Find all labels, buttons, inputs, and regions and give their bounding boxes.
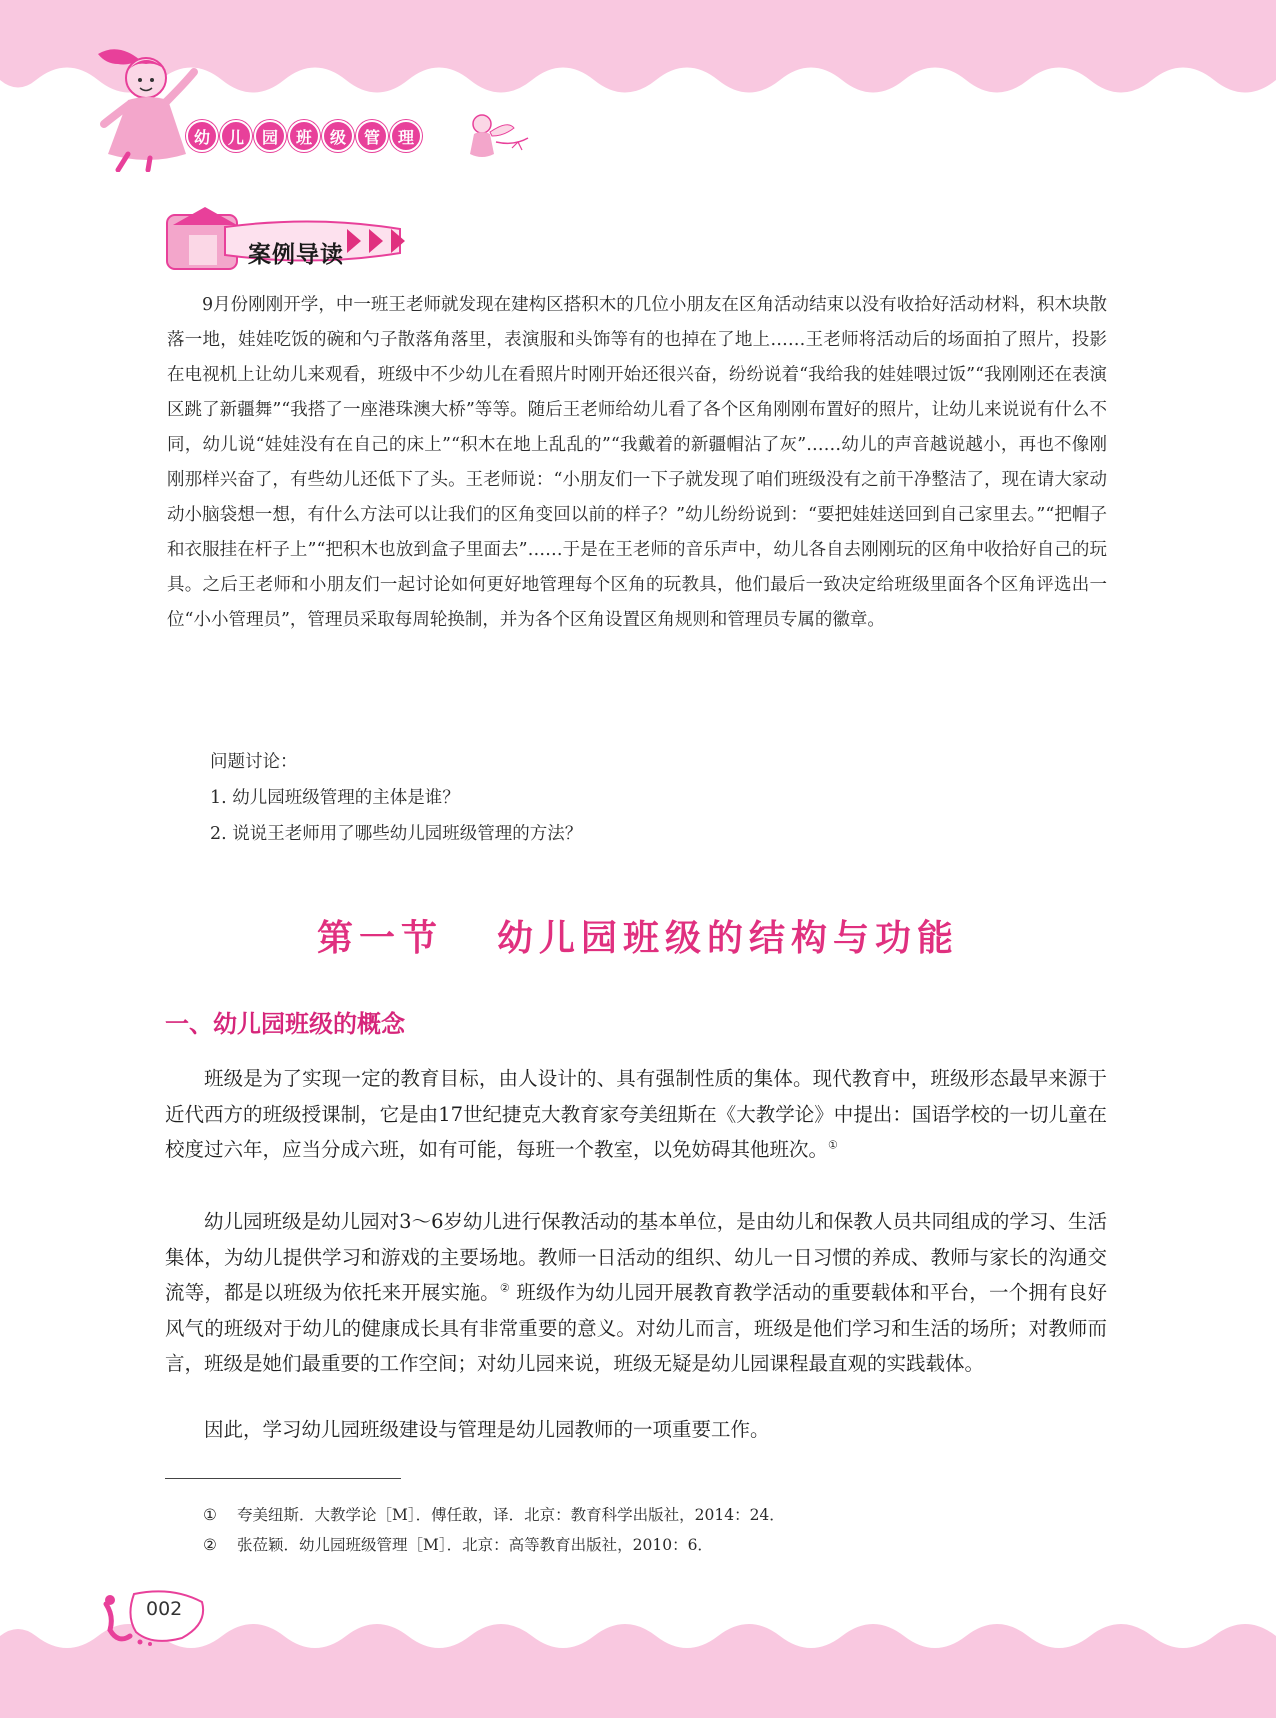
book-title: [186, 120, 422, 152]
book-title-char: 级: [322, 120, 354, 152]
body-paragraph-1-text: 班级是为了实现一定的教育目标，由人设计的、具有强制性质的集体。现代教育中，班级形态最早来源于近代西方的班级授课制，它是由17世纪捷克大教育家夸美纽斯在《大教学论》中提出：国语学校的一切儿童在校度过六年，应当分成六班，如有可能，每班一个教室，以免妨碍其他班次。: [165, 1067, 1107, 1161]
body-paragraph-2-text-a: 幼儿园班级是幼儿园对3～6岁幼儿进行保教活动的基本单位，是由幼儿和保教人员共同组成的学习、生活集体，为幼儿提供学习和游戏的主要场地。教师一日活动的组织、幼儿一日习惯的养成、教师与家长的沟通交流等，都是以班级为依托来开展实施。: [165, 1210, 1107, 1304]
subheading: 一、幼儿园班级的概念: [165, 1010, 405, 1038]
case-intro-paragraph: 9月份刚刚开学，中一班王老师就发现在建构区搭积木的几位小朋友在区角活动结束以没有收拾好活动材料，积木块散落一地，娃娃吃饭的碗和勺子散落角落里，表演服和头饰等有的也掉在了地上……王老师将活动后的场面拍了照片，投影在电视机上让幼儿来观看，班级中不少幼儿在看照片时刚开始还很兴奋，纷纷说着“我给我的娃娃喂过饭”“我刚刚还在表演区跳了新疆舞”“我搭了一座港珠澳大桥”等等。随后王老师给幼儿看了各个区角刚刚布置好的照片，让幼儿来说说有什么不同，幼儿说“娃娃没有在自己的床上”“积木在地上乱乱的”“我戴着的新疆帽沾了灰”……幼儿的声音越说越小，再也不像刚刚那样兴奋了，有些幼儿还低下了头。王老师说：“小朋友们一下子就发现了咱们班级没有之前干净整洁了，现在请大家动动小脑袋想一想，有什么方法可以让我们的区角变回以前的样子？”幼儿纷纷说到：“要把娃娃送回到自己家里去。”“把帽子和衣服挂在杆子上”“把积木也放到盒子里面去”……于是在王老师的音乐声中，幼儿各自去刚刚玩的区角中收拾好自己的玩具。之后王老师和小朋友们一起讨论如何更好地管理每个区角的玩教具，他们最后一致决定给班级里面各个区角评选出一位“小小管理员”，管理员采取每周轮换制，并为各个区角设置区角规则和管理员专属的徽章。: [167, 295, 1107, 630]
section-number: 第一节: [316, 918, 443, 959]
book-title-char: 班: [288, 120, 320, 152]
discussion-question-2: 2. 说说王老师用了哪些幼儿园班级管理的方法？: [210, 824, 583, 844]
footnote-ref-1: ①: [828, 1138, 838, 1152]
section-title-text: 幼儿园班级的结构与功能: [497, 918, 960, 959]
page-number: 002: [146, 1598, 183, 1620]
footnote-1-text: 夸美纽斯．大教学论［M］．傅任敢，译．北京：教育科学出版社，2014：24．: [237, 1506, 785, 1524]
body-paragraph-2-text-b: 班级作为幼儿园开展教育教学活动的重要载体和平台，一个拥有良好风气的班级对于幼儿的健康成长具有非常重要的意义。对幼儿而言，班级是他们学习和生活的场所；对教师而言，班级是她们最重要的工作空间；对幼儿园来说，班级无疑是幼儿园课程最直观的实践载体。: [165, 1281, 1107, 1375]
body-paragraph-2: [165, 1204, 1107, 1382]
discussion-label: 问题讨论：: [210, 752, 298, 772]
fairy-illustration: [452, 102, 532, 172]
footnote-2-text: 张莅颖．幼儿园班级管理［M］．北京：高等教育出版社，2010：6．: [237, 1536, 713, 1554]
footnote-divider: [165, 1478, 401, 1479]
book-title-char: 园: [254, 120, 286, 152]
book-title-char: 管: [356, 120, 388, 152]
flying-girl-illustration: [88, 42, 208, 172]
book-title-char: 幼: [186, 120, 218, 152]
case-intro-label: 案例导读: [248, 242, 344, 268]
section-title: [0, 910, 1276, 961]
body-paragraph-3: 因此，学习幼儿园班级建设与管理是幼儿园教师的一项重要工作。: [204, 1418, 770, 1441]
footnote-2-mark: ②: [203, 1536, 217, 1554]
book-title-char: 儿: [220, 120, 252, 152]
footnote-ref-2: ②: [499, 1281, 510, 1295]
body-paragraph-1: [165, 1061, 1107, 1168]
book-title-char: 理: [390, 120, 422, 152]
footnote-1-mark: ①: [203, 1506, 217, 1524]
discussion-question-1: 1. 幼儿园班级管理的主体是谁？: [210, 788, 460, 808]
